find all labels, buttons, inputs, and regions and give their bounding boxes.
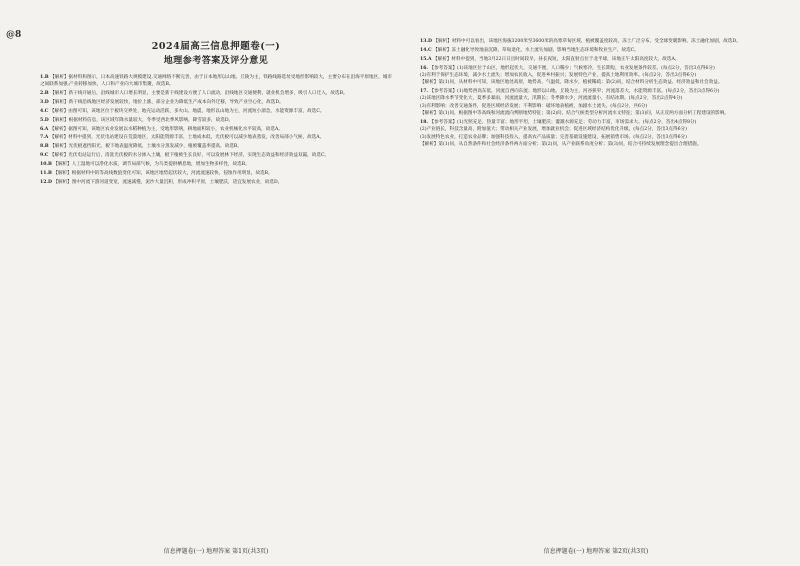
left-answer-list <box>40 74 392 186</box>
answer-item <box>40 143 392 150</box>
document-title: 2024届高三信息押题卷(一) <box>151 41 281 52</box>
document-subtitle: 地理参考答案及评分意见 <box>163 56 269 66</box>
answer-item <box>40 152 392 159</box>
answer-text: 【解析】材料中提到，当地3月22日日出时间较早，昼长夜短，太阳直射点位于北半球，该地正午太阳高度较大，故选A。 <box>433 56 680 62</box>
answer-text: 【参考答案】(1)光照充足，热量丰富；地形平坦，土壤肥沃；灌溉水源充足；劳动力丰富，市场需求大。(每点2分，答出4点得8分) (2)产业链长，科技含量高，附加值大；带动相关产业发展，增加就业机会；促进区域经济结构优化升级。(每点2分，答出3点得6分) (3)发展特色农业，打造农业品牌；加强科技投入，提高农产品质量；完善基础设施建设，拓展销售市场。(每点2分，答出3点得6分) 【解析】第(1)问，从自然条件和社会经济条件两方面分析；第(2)问，从产业联系角度分析；第(3)问，结合可持续发展理念提出合理措施。 <box>420 119 702 147</box>
answer-text: 【解析】人工湿地可以净化水质，调节局部气候，为鸟类提供栖息地，增加生物多样性，故选B。 <box>53 161 250 167</box>
answer-item <box>420 65 772 87</box>
answer-number: 17. <box>420 89 428 95</box>
answer-item <box>40 179 392 186</box>
answer-number: 6.A <box>40 126 49 132</box>
answer-text: 【解析】由图可知，该地区位于板块交界处，地壳运动活跃，多火山、地震，地形以山地为主，河流短小湍急，水能资源丰富，故选C。 <box>49 108 325 114</box>
answer-number: 11.B <box>40 170 52 176</box>
left-page <box>40 38 392 558</box>
answer-number: 12.D <box>40 179 52 185</box>
answer-text: 【解析】图中河流下游河道变宽，流速减慢，泥沙大量沉积，形成冲积平原，土壤肥沃，适宜发展农业，故选D。 <box>53 179 283 185</box>
answer-item <box>40 74 392 89</box>
answer-item <box>40 117 392 124</box>
right-answer-list <box>420 38 772 148</box>
answer-number: 18. <box>420 119 428 125</box>
answer-text: 【解析】材料中可以看出，该地区海拔3200米至3600米的高寒草甸区域，植被覆盖度较高，冻土广泛分布，受全球变暖影响，冻土融化加剧，故选D。 <box>433 39 741 44</box>
answer-item <box>420 88 772 117</box>
answer-text: 【解析】根据材料中的等高线数值变化可知，该地区地势起伏较大，河流流速较快，侵蚀作用明显，故选B。 <box>53 170 273 176</box>
answer-item <box>40 134 392 141</box>
answer-text: 【解析】光伏电站运行后，清洗光伏板的水分渗入土壤，板下植被生长良好，可以发展林下经济，实现生态效益和经济效益双赢，故选C。 <box>49 153 330 159</box>
answer-text: 【解析】材料中提到，光伏电站建设在荒漠地区，太阳能资源丰富，土地成本低，光伏板可以减少地表蒸发，改善局部小气候，故选A。 <box>49 135 325 141</box>
answer-number: 7.A <box>40 135 49 141</box>
answer-item <box>40 99 392 106</box>
right-page <box>420 38 772 558</box>
answer-item <box>40 161 392 168</box>
answer-number: 2.B <box>40 91 49 97</box>
answer-text: 【解析】新干线沿线地区经济发展较快，地价上涨，部分企业为降低生产成本向外迁移，导致产业空心化，故选D。 <box>50 100 284 106</box>
left-page-footer: 信息押题卷(一) 地理答案 第1页(共3页) <box>163 548 269 555</box>
answer-item <box>40 170 392 177</box>
answer-number: 3.D <box>40 100 49 106</box>
answer-number: 9.C <box>40 153 49 159</box>
answer-number: 13.D <box>420 39 432 44</box>
answer-number: 4.C <box>40 108 49 114</box>
answer-number: 15.A <box>420 56 432 62</box>
answer-text: 【参考答案】(1)地势西高东低，河流自西向东流；地形以山地、丘陵为主，河谷狭窄；河流落差大，水能资源丰富。(每点2分，答出3点得6分) (2)该地区降水季节变化大，夏季多暴雨，河流流量大，汛期长；冬季降水少，河流流量小，有结冰期。(每点2分，答出2点得4分) (3)有利影响：改善交通条件，促进区域经济发展；不利影响：破坏地表植被，加剧水土流失。(每点2分，共6分) 【解析】第(1)问，根据图中等高线和河流流向判断地势特征；第(2)问，结合气候类型分析河流水文特征；第(3)问，从正反两方面分析工程建设的影响。 <box>420 89 729 117</box>
answer-text: 【参考答案】(1)该地区位于山区，地形起伏大，交通不便，人口稀少；气候寒冷，生长期短，农业发展条件较差。(每点2分，答出3点得6分) (2)有利于保护生态环境，减少水土流失；增加农民收入，促进乡村振兴；发展特色产业，提高土地利用效率。(每点2分，答出3点得6分) 【解析】第(1)问，从材料中可知，该地区地处高原，地势高，气温低，降水少，植被稀疏；第(2)问，结合材料分析生态效益、经济效益和社会效益。 <box>420 65 723 86</box>
answer-item <box>420 38 772 45</box>
answer-number: 14.C <box>420 47 432 53</box>
answer-item <box>40 108 392 115</box>
answer-text: 【解析】据图可知，该地区农业发展以水稻种植为主，受地形影响，耕地面积较小，农业机械化水平较高，故选A。 <box>49 126 283 132</box>
answer-number: 1.B <box>40 75 49 80</box>
answer-text: 【解析】据材料和图示，日本高速铁路大规模建设,交通网络不断完善，由于日本地形以山地、丘陵为主，铁路线路选址受地形影响较大，主要分布在沿海平原地区，城市之间联系加强,产业转移加快，人口和产业向大城市集聚，故选B。 <box>40 75 392 88</box>
answer-item <box>40 90 392 97</box>
answer-item <box>420 47 772 54</box>
answer-number: 10.B <box>40 161 52 167</box>
answer-number: 16. <box>420 65 428 71</box>
right-page-footer: 信息押题卷(一) 地理答案 第2页(共3页) <box>543 548 649 555</box>
answer-text: 【解析】根据材料信息，该区域年降水量较大，冬季受西北季风影响，降雪较多，故选D。 <box>50 117 234 123</box>
answer-number: 8.B <box>40 144 49 150</box>
answer-text: 【解析】光伏板遮挡阳光，板下地表温度降低，土壤水分蒸发减少，植被覆盖率提高，故选B。 <box>50 144 242 150</box>
answer-text: 【解析】冻土融化导致地表沉降，草甸退化，水土流失加剧，影响当地生态环境和牧业生产，故选C。 <box>433 47 639 53</box>
answer-item <box>420 119 772 148</box>
corner-mark: @8 <box>6 30 22 40</box>
answer-item <box>40 126 392 133</box>
answer-number: 5.D <box>40 117 49 123</box>
answer-item <box>420 56 772 63</box>
answer-text: 【解析】新干线开通后，沿线城市人口增长明显，主要是新干线建设方便了人口流动，沿线地区交通便利，就业机会增多，吸引人口迁入，故选B。 <box>50 91 348 97</box>
